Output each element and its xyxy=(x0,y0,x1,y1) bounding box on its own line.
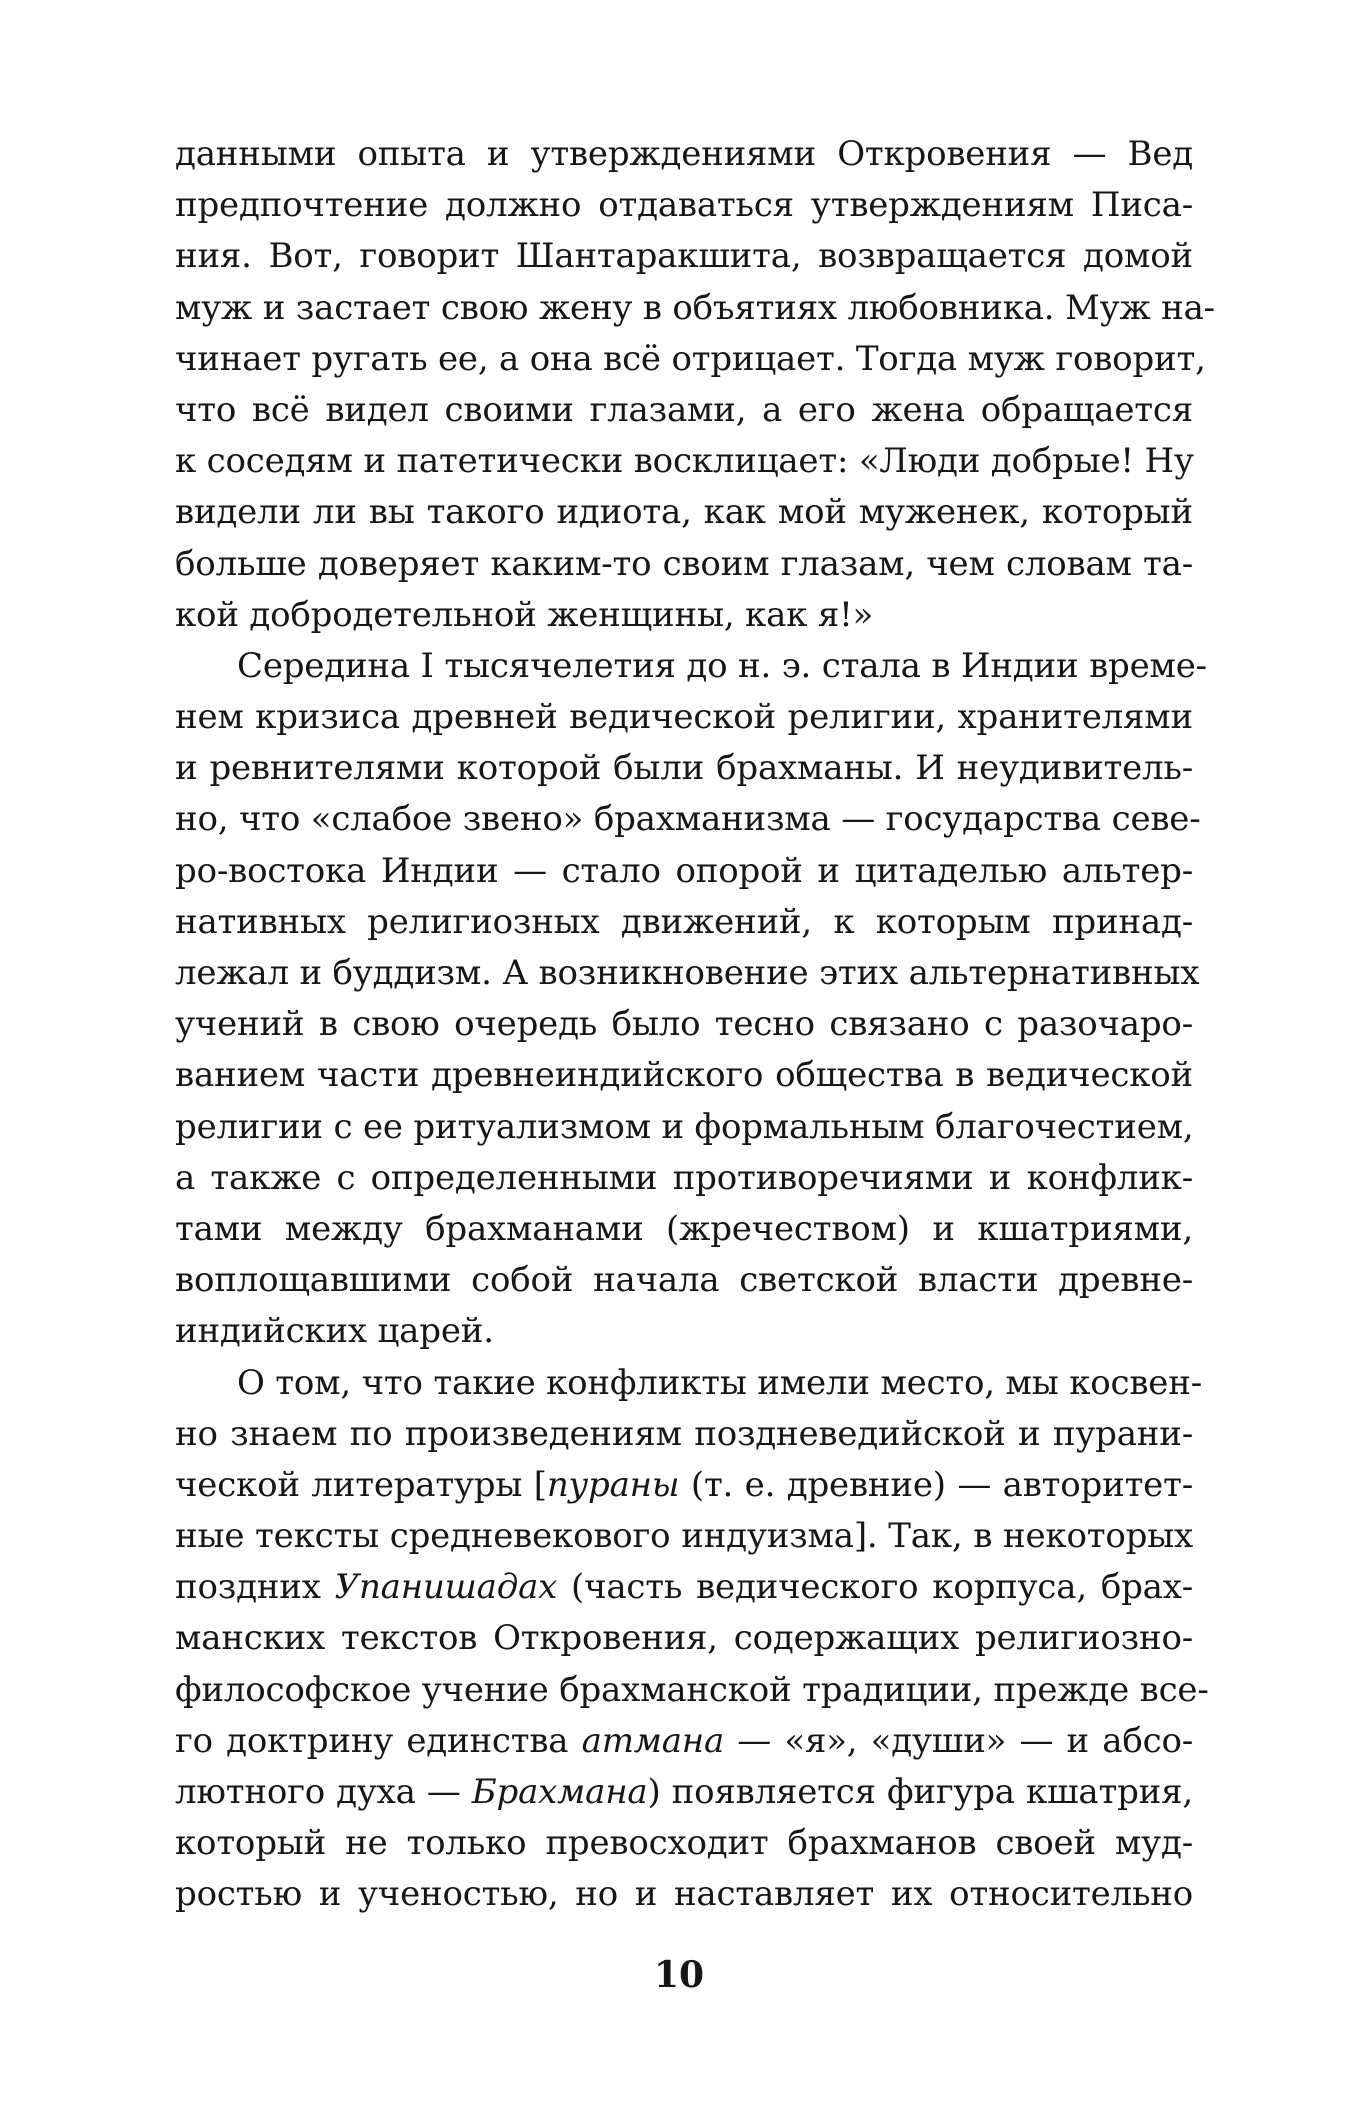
text-run: муж и застает свою жену в объятиях любовника. Муж на- xyxy=(175,287,1215,328)
text-line xyxy=(175,1665,1209,1716)
text-line xyxy=(175,1153,1193,1204)
text-run: поздних xyxy=(175,1567,335,1608)
text-run: что всё видел своими глазами, а его жена обращается xyxy=(175,389,1193,430)
paragraph xyxy=(175,129,1215,641)
text-line xyxy=(175,1255,1193,1306)
text-run: Середина I тысячелетия до н. э. стала в Индии време- xyxy=(237,645,1207,686)
text-line xyxy=(175,487,1193,538)
text-line xyxy=(175,1716,1193,1767)
text-line xyxy=(175,1358,1202,1409)
text-line xyxy=(175,1204,1193,1255)
text-line xyxy=(175,1767,1193,1818)
text-line xyxy=(175,794,1201,845)
text-run: чинает ругать ее, а она всё отрицает. Тогда муж говорит, xyxy=(175,338,1206,379)
text-run: ) появляется фигура кшатрия, xyxy=(647,1772,1193,1812)
text-line xyxy=(175,1818,1193,1869)
text-line xyxy=(175,1050,1193,1101)
page-number: 10 xyxy=(653,1954,705,1996)
paragraph xyxy=(175,641,1207,1358)
text-run: ческой литературы [ xyxy=(175,1464,547,1505)
text-run: (часть ведического корпуса, брах- xyxy=(557,1567,1193,1608)
text-run: — «я», «души» — и абсо- xyxy=(724,1720,1193,1761)
text-run: философское учение брахманской традиции, прежде все- xyxy=(175,1669,1209,1710)
text-run: воплощавшими собой начала светской власти древне- xyxy=(175,1260,1193,1301)
text-line xyxy=(175,1613,1193,1664)
text-run: ванием части древнеиндийского общества в ведической xyxy=(175,1055,1193,1096)
text-run: данными опыта и утверждениями Откровения — Вед xyxy=(175,134,1193,174)
text-line xyxy=(175,1409,1193,1460)
text-run: тами между брахманами (жречеством) и кшатриями, xyxy=(175,1208,1193,1249)
text-run: но знаем по произведениям поздневедийской и пурани- xyxy=(175,1413,1193,1454)
italic-term: Брахмана xyxy=(471,1772,648,1812)
text-line xyxy=(175,231,1193,282)
text-line xyxy=(175,692,1193,743)
body-text xyxy=(175,129,1215,1921)
text-line xyxy=(175,743,1193,794)
text-run: лютного духа — xyxy=(175,1772,472,1812)
text-run: лежал и буддизм. А возникновение этих альтернативных xyxy=(175,953,1200,993)
text-run: индийских царей. xyxy=(175,1311,494,1352)
italic-term: атмана xyxy=(581,1720,725,1761)
text-line xyxy=(175,948,1200,999)
text-run: и ревнителями которой были брахманы. И неудивитель- xyxy=(175,748,1193,789)
text-run: го доктрину единства xyxy=(175,1720,582,1761)
text-run: нем кризиса древней ведической религии, хранителями xyxy=(175,697,1193,738)
italic-term: пураны xyxy=(546,1464,680,1505)
paragraph xyxy=(175,1358,1209,1921)
text-line xyxy=(175,283,1215,334)
text-run: О том, что такие конфликты имели место, мы косвен- xyxy=(237,1362,1202,1403)
text-run: который не только превосходит брахманов своей муд- xyxy=(175,1823,1193,1864)
text-line xyxy=(175,334,1206,385)
text-run: ро-востока Индии — стало опорой и цитаделью альтер- xyxy=(175,850,1193,891)
text-line xyxy=(175,641,1207,692)
text-line xyxy=(175,539,1193,590)
text-run: нативных религиозных движений, к которым принад- xyxy=(175,901,1193,942)
text-run: манских текстов Откровения, содержащих религиозно- xyxy=(175,1618,1193,1659)
text-run: кой добродетельной женщины, как я!» xyxy=(175,594,874,635)
text-run: ния. Вот, говорит Шантаракшита, возвращается домой xyxy=(175,236,1193,277)
text-run: (т. е. древние) — авторитет- xyxy=(679,1464,1193,1505)
text-run: религии с ее ритуализмом и формальным благочестием, xyxy=(175,1106,1194,1147)
text-run: предпочтение должно отдаваться утверждениям Писа- xyxy=(175,185,1193,226)
text-run: ростью и ученостью, но и наставляет их относительно xyxy=(175,1874,1193,1915)
text-run: больше доверяет каким-то своим глазам, чем словам та- xyxy=(175,543,1193,584)
text-run: видели ли вы такого идиота, как мой муженек, который xyxy=(175,492,1193,533)
text-line xyxy=(175,590,1193,641)
text-line xyxy=(175,129,1193,180)
text-line xyxy=(175,1102,1193,1153)
text-line xyxy=(175,180,1193,231)
text-run: ные тексты средневекового индуизма]. Так, в некоторых xyxy=(175,1516,1193,1557)
text-line xyxy=(175,385,1193,436)
text-run: а также с определенными противоречиями и конфлик- xyxy=(175,1157,1193,1198)
text-run: к соседям и патетически восклицает: «Люди добрые! Ну xyxy=(175,441,1194,482)
text-line xyxy=(175,846,1193,897)
text-line xyxy=(175,1460,1193,1511)
text-line xyxy=(175,1511,1193,1562)
text-line xyxy=(175,1869,1193,1920)
text-line xyxy=(175,1306,1193,1357)
text-run: учений в свою очередь было тесно связано с разочаро- xyxy=(175,1004,1193,1045)
text-line xyxy=(175,436,1193,487)
text-line xyxy=(175,897,1193,948)
text-line xyxy=(175,999,1193,1050)
text-run: но, что «слабое звено» брахманизма — государства севе- xyxy=(175,799,1201,840)
italic-term: Упанишадах xyxy=(334,1567,558,1608)
text-line xyxy=(175,1562,1193,1613)
